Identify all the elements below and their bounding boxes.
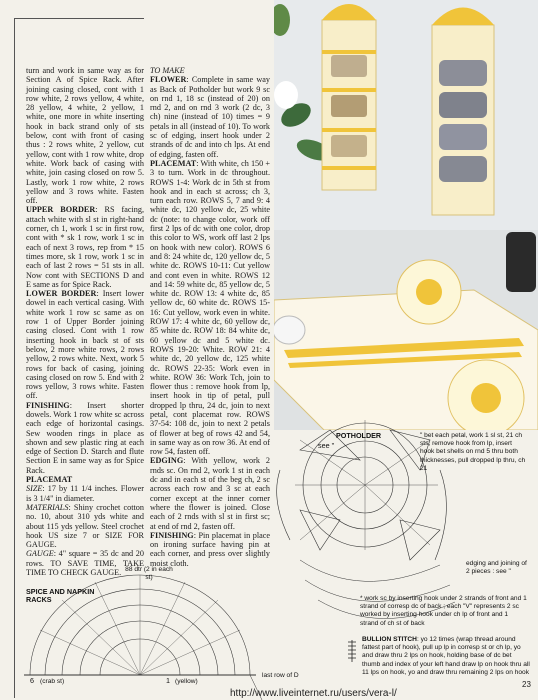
bullion-stitch-icon [348, 640, 356, 662]
paragraph-text: : Complete in same way as Back of Potholder but work 9 sc on rnd 1, 18 sc (instead of 20) on rnd 2, and on rnd 3 work (2 dc, 3 ch) nine (instead of 10) times = 9 petals in all (instead of 10). To work sc of edging, insert hook under 2 strands of dc and into ch lps. At end of edging, fasten off. [150, 75, 270, 159]
paragraph-text: : RS facing, attach white with sl st in right-hand corner, ch 1, work 1 sc in first row, cont with * sk 1 row, work 1 sc in each of next 3 rows, rep from * 15 times more, sk 1 row, work 1 sc in each of last 2 rows = 51 sts in all. Now cont with SECTIONS D and E same as for Spice Rack. [26, 205, 144, 289]
spice-rack-crab-label: (crab st) [40, 678, 65, 685]
section-heading: FINISHING [26, 400, 70, 410]
potholder-title: POTHOLDER [336, 431, 382, 440]
paragraph-text: : Insert shorter dowels. Work 1 row white sc across each edge of horizontal casings. Sew wooden rings in place as shown and sew plastic ring at each edge of Section D. Starch and flute Section E in same way as for Spice Rack. [26, 400, 144, 475]
subsection-heading: MATERIALS [26, 502, 69, 512]
bullion-stitch-title: BULLION STITCH [362, 636, 417, 643]
paragraph-text: : Shiny crochet cotton no. 10, about 310 yds white and about 115 yds yellow. Steel crochet hook US size 7 or SIZE FOR GAUGE. [26, 502, 144, 550]
section-heading: PLACEMAT [26, 475, 73, 485]
potholder-petal-note: " bet each petal, work 1 sl st, 21 ch sts, remove hook from lp, insert hook bet shells on rnd 5 thru both thicknesses, pull dropped lp thru, ch 21 [420, 432, 526, 472]
paragraph-text: : 17 by 11 1/4 inches. Flower is 3 1/4" in diameter. [26, 484, 144, 503]
section-heading: FINISHING [150, 530, 194, 540]
potholder-sc-note: * work sc by inserting hook under 2 strands of front and 1 strand of corresp dc of back ; each "V" represents 2 sc worked by inserting hook under ch lp of front and 1 strand of ch st of back [360, 595, 527, 627]
section-heading: LOWER BORDER [26, 289, 97, 299]
paragraph-text: : With white, ch 150 + 3 to turn. Work in dc throughout. ROWS 1-4: Work dc in 5th st from hook and in each st across; ch 3, turn each row. ROWS 5, 7 and 9: 4 white dc, 120 yellow dc, 25 white dc (note: to change color, work off first 2 lps of dc with one color, drop this color to WS, work off last 2 lps on hook with new color). ROWS 6 and 8: 24 white dc, 120 yellow dc, 5 white dc. ROWS 10-11: Cut yellow and cont even in white. ROWS 12 and 14: 59 white dc, 85 yellow dc, 5 white dc. ROW 13: 4 white dc, 85 yellow dc, 60 white dc. ROWS 15-16: Cut yellow, work even in white. ROW 17: 4 white dc, 60 yellow dc, 85 white dc. ROW 18: 84 white dc, 60 yellow dc and 5 white dc. ROWS 19-20: White. ROW 21: 4 white dc, 20 yellow dc, 125 white dc. ROWS 22-35: Work even in white. ROW 36: Work Tch, join to flower thus : remove hook from lp, insert hook in tip of petal, pull dropped lp thru, 24 dc, join to next petal, cont placemat row. ROWS 37-54: 108 dc, join to next 2 petals of flower at beg of rows 42 and 54, in same way as on row 36. At end of row 54, fasten off. [150, 158, 270, 457]
page-number: 23 [522, 680, 531, 689]
subsection-heading: SIZE [26, 484, 43, 494]
potholder-see-note: see " [318, 441, 335, 450]
bullion-stitch-text: : yo 12 times (wrap thread around fattest part of hook), pull up lp in corresp st or ch lp, yo and draw thru 2 lps on hook, holding base of dc bet thumb and index of your left hand draw lp on hook thru all 11 lps on hook, yo and draw thru remaining 2 lps on hook [362, 636, 530, 676]
paragraph-text: : Pin placemat in place on ironing surface having pin at each corner, and press over slightly moist cloth. [150, 530, 270, 568]
paragraph-text: : With yellow, work 2 rnds sc. On rnd 2, work 1 st in each dc and in each st of the beg ch, 2 sc across each row and 3 sc at each corner except at the inner corner where the flower is joined. Close each of 2 rnds with sl st in first sc; at end of rnd 2, fasten off. [150, 456, 270, 531]
spice-rack-last-row-label: last row of D [262, 672, 299, 679]
section-heading: EDGING [150, 456, 184, 466]
bullion-stitch-note [362, 636, 530, 677]
spice-rack-yellow-label: (yellow) [175, 678, 198, 685]
section-heading: FLOWER [150, 75, 187, 85]
paragraph-text: : Insert lower dowel in each vertical casing. With white work 1 row sc same as on row 1 of Upper Border joining casing closed. Cont with 1 row inserting hook in back st of sts below, 2 more white rows, 2 rows yellow, 2 rows white. Next, work 5 rows for back of casing, joining casing closed on row 5. End with 2 rows yellow, 3 rows white. Fasten off. [26, 289, 145, 401]
section-heading: PLACEMAT [150, 158, 197, 168]
paragraph-text: : 4" square = 35 dc and 20 rows. TO SAVE TIME, TAKE TIME TO CHECK GAUGE. [26, 549, 144, 578]
subsection-heading: GAUGE [26, 549, 54, 559]
paragraph-text: turn and work in same way as for Section A of Spice Rack. After joining casing closed, cont with 1 row white, 2 rows yellow, 4 white, 28 yellow, 4 white, 2 yellow, 1 white, one more in white inserting hook in back strand only of sts below, cont with front of casing thus : 2 rows white, 2 yellow, cut yellow, cont with 1 row white, drop white. Work back of casing with white, join casing closed on row 5. Lastly, work 1 row white, 2 rows yellow and 3 rows white. Fasten off. [26, 66, 144, 206]
spice-rack-title: SPICE AND NAPKIN RACKS [26, 587, 95, 605]
spice-rack-top-label: 88 dtr (2 in each st) [125, 566, 173, 582]
spice-rack-left-number: 6 [30, 676, 34, 685]
spice-rack-mid-number: 1 [166, 676, 170, 685]
section-heading: UPPER BORDER [26, 205, 96, 215]
potholder-edging-note: edging and joining of 2 pieces : see " [466, 560, 527, 576]
subsection-heading: TO MAKE [150, 66, 185, 75]
footer-url[interactable]: http://www.liveinternet.ru/users/vera-l/ [230, 688, 397, 699]
